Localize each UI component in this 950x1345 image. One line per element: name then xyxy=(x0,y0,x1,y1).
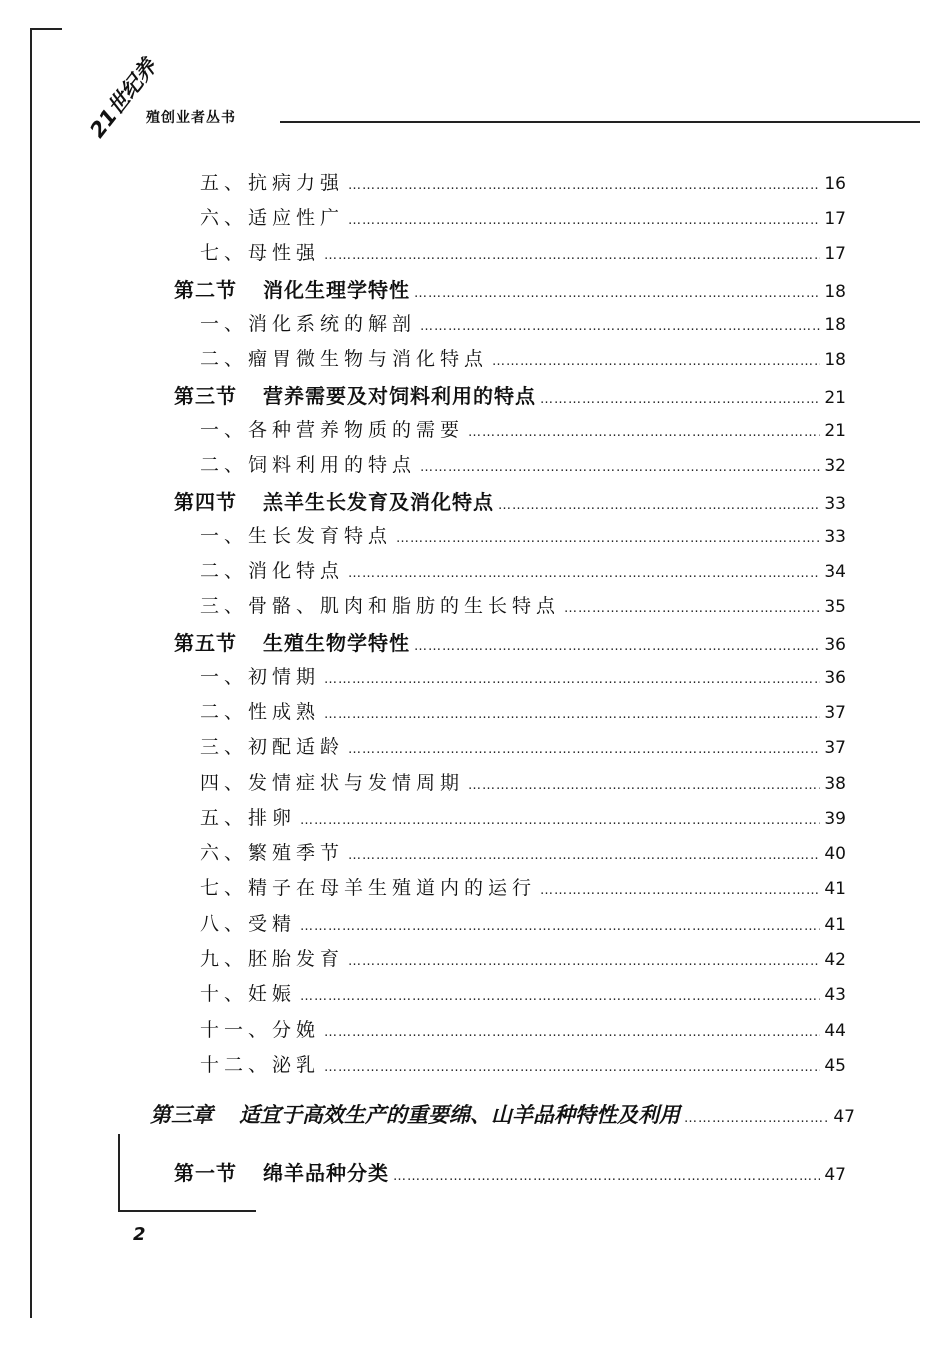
section-number: 第一节 xyxy=(174,1161,237,1185)
toc-title: 生殖生物学特性 xyxy=(263,631,410,655)
toc-label xyxy=(200,873,536,900)
toc-page-number: 47 xyxy=(824,1165,846,1185)
toc-page-number: 21 xyxy=(824,388,846,408)
toc-label xyxy=(174,486,494,515)
dot-leader xyxy=(324,707,820,722)
toc-label xyxy=(200,697,320,724)
toc-title: 七、母性强 xyxy=(200,242,321,264)
toc-page-number: 36 xyxy=(824,668,846,688)
toc-page-number: 38 xyxy=(824,774,846,794)
toc-entry xyxy=(200,732,846,762)
toc-label xyxy=(200,203,344,230)
toc-entry xyxy=(200,344,846,374)
toc-section xyxy=(174,486,846,516)
chapter-number: 第三章 xyxy=(150,1103,213,1127)
toc-label xyxy=(200,450,416,477)
toc-label xyxy=(200,662,320,689)
dot-leader xyxy=(498,498,820,513)
toc-page-number: 45 xyxy=(824,1056,846,1076)
toc-entry xyxy=(200,1050,846,1080)
dot-leader xyxy=(396,531,820,546)
toc-title: 一、各种营养物质的需要 xyxy=(200,419,465,441)
toc-label xyxy=(200,521,392,548)
toc-title: 营养需要及对饲料利用的特点 xyxy=(263,384,536,408)
toc-title: 二、饲料利用的特点 xyxy=(200,454,417,476)
toc-title: 六、适应性广 xyxy=(200,207,345,229)
dot-leader xyxy=(348,213,820,228)
dot-leader xyxy=(348,742,820,757)
toc-entry xyxy=(200,662,846,692)
toc-page-number: 17 xyxy=(824,244,846,264)
toc-entry xyxy=(200,979,846,1009)
header-rule xyxy=(280,121,920,123)
dot-leader xyxy=(393,1169,820,1184)
toc-title: 十、妊娠 xyxy=(200,983,297,1005)
toc-title: 适宜于高效生产的重要绵、山羊品种特性及利用 xyxy=(239,1103,680,1127)
toc-label xyxy=(200,556,344,583)
toc-label xyxy=(174,627,410,656)
toc-page-number: 17 xyxy=(824,209,846,229)
toc-label xyxy=(200,238,320,265)
page-bracket-horizontal xyxy=(118,1210,256,1212)
toc-label xyxy=(200,1015,320,1042)
toc-title: 一、初情期 xyxy=(200,666,321,688)
toc-section xyxy=(174,1157,846,1187)
toc-label xyxy=(200,732,344,759)
toc-page-number: 34 xyxy=(824,562,846,582)
toc-title: 四、发情症状与发情周期 xyxy=(200,772,465,794)
dot-leader xyxy=(348,566,820,581)
toc-page-number: 47 xyxy=(833,1107,855,1127)
toc-page-number: 44 xyxy=(824,1021,846,1041)
toc-entry xyxy=(200,521,846,551)
toc-title: 二、消化特点 xyxy=(200,560,345,582)
dot-leader xyxy=(414,639,820,654)
toc-entry xyxy=(200,168,846,198)
section-number: 第四节 xyxy=(174,490,237,514)
toc-page-number: 32 xyxy=(824,456,846,476)
toc-page-number: 18 xyxy=(824,315,846,335)
toc-title: 一、消化系统的解剖 xyxy=(200,313,417,335)
dot-leader xyxy=(420,319,820,334)
dot-leader xyxy=(420,460,820,475)
toc-title: 羔羊生长发育及消化特点 xyxy=(263,490,494,514)
toc-page-number: 18 xyxy=(824,350,846,370)
toc-page-number: 41 xyxy=(824,879,846,899)
dot-leader xyxy=(414,286,820,301)
toc-title: 六、繁殖季节 xyxy=(200,842,345,864)
toc-label xyxy=(200,1050,320,1077)
toc-title: 八、受精 xyxy=(200,913,297,935)
toc-label xyxy=(200,768,464,795)
toc-chapter xyxy=(150,1099,855,1129)
toc-label xyxy=(150,1099,680,1129)
section-number: 第二节 xyxy=(174,278,237,302)
dot-leader xyxy=(348,178,820,193)
toc-label xyxy=(200,803,296,830)
toc-section xyxy=(174,380,846,410)
dot-leader xyxy=(684,1111,829,1126)
toc-title: 九、胚胎发育 xyxy=(200,948,345,970)
dot-leader xyxy=(300,813,820,828)
toc-entry xyxy=(200,415,846,445)
toc-entry xyxy=(200,450,846,480)
toc-entry xyxy=(200,309,846,339)
toc-label xyxy=(174,1157,389,1186)
toc-page-number: 18 xyxy=(824,282,846,302)
toc-label xyxy=(200,944,344,971)
toc-page-number: 37 xyxy=(824,738,846,758)
toc-section xyxy=(174,627,846,657)
toc-page-number: 42 xyxy=(824,950,846,970)
toc-page-number: 40 xyxy=(824,844,846,864)
page-number: 2 xyxy=(133,1224,146,1245)
toc-title: 绵羊品种分类 xyxy=(263,1161,389,1185)
toc-title: 消化生理学特性 xyxy=(263,278,410,302)
toc-entry xyxy=(200,768,846,798)
page-bracket-vertical xyxy=(118,1134,120,1212)
dot-leader xyxy=(540,883,820,898)
toc-entry xyxy=(200,1015,846,1045)
toc-page-number: 21 xyxy=(824,421,846,441)
toc-title: 三、骨骼、肌肉和脂肪的生长特点 xyxy=(200,595,561,617)
toc-title: 七、精子在母羊生殖道内的运行 xyxy=(200,877,537,899)
toc-page-number: 36 xyxy=(824,635,846,655)
toc-label xyxy=(200,309,416,336)
toc-title: 五、排卵 xyxy=(200,807,297,829)
toc-label xyxy=(200,909,296,936)
toc-page-number: 35 xyxy=(824,597,846,617)
toc-title: 一、生长发育特点 xyxy=(200,525,393,547)
toc-label xyxy=(200,838,344,865)
section-number: 第三节 xyxy=(174,384,237,408)
toc-label xyxy=(200,168,344,195)
dot-leader xyxy=(492,354,820,369)
toc-entry xyxy=(200,556,846,586)
dot-leader xyxy=(324,1025,820,1040)
toc-title: 三、初配适龄 xyxy=(200,736,345,758)
toc-label xyxy=(174,274,410,303)
series-logo: 21世纪养 xyxy=(85,54,161,143)
toc-label xyxy=(200,979,296,1006)
toc-title: 十一、分娩 xyxy=(200,1019,321,1041)
page-frame-top xyxy=(30,28,62,30)
dot-leader xyxy=(468,425,820,440)
toc-title: 二、瘤胃微生物与消化特点 xyxy=(200,348,489,370)
toc-label xyxy=(174,380,536,409)
toc-entry xyxy=(200,803,846,833)
dot-leader xyxy=(300,919,820,934)
toc-page-number: 37 xyxy=(824,703,846,723)
dot-leader xyxy=(348,954,820,969)
toc-page-number: 33 xyxy=(824,494,846,514)
toc-page-number: 41 xyxy=(824,915,846,935)
dot-leader xyxy=(324,672,820,687)
page-frame-left xyxy=(30,28,32,1318)
toc-section xyxy=(174,274,846,304)
toc-entry xyxy=(200,873,846,903)
series-title: 殖创业者丛书 xyxy=(146,110,236,126)
toc-entry xyxy=(200,591,846,621)
toc-entry xyxy=(200,238,846,268)
dot-leader xyxy=(540,392,820,407)
section-number: 第五节 xyxy=(174,631,237,655)
dot-leader xyxy=(468,778,820,793)
dot-leader xyxy=(348,848,820,863)
toc-page-number: 39 xyxy=(824,809,846,829)
toc-label xyxy=(200,344,488,371)
toc-label xyxy=(200,415,464,442)
toc-entry xyxy=(200,944,846,974)
toc-page-number: 16 xyxy=(824,174,846,194)
dot-leader xyxy=(564,601,820,616)
toc-title: 十二、泌乳 xyxy=(200,1054,321,1076)
dot-leader xyxy=(324,248,820,263)
toc-entry xyxy=(200,909,846,939)
toc-entry xyxy=(200,697,846,727)
toc-page-number: 43 xyxy=(824,985,846,1005)
dot-leader xyxy=(324,1060,820,1075)
toc-title: 五、抗病力强 xyxy=(200,172,345,194)
toc-title: 二、性成熟 xyxy=(200,701,321,723)
toc-label xyxy=(200,591,560,618)
dot-leader xyxy=(300,989,820,1004)
toc-entry xyxy=(200,838,846,868)
toc-entry xyxy=(200,203,846,233)
toc-page-number: 33 xyxy=(824,527,846,547)
